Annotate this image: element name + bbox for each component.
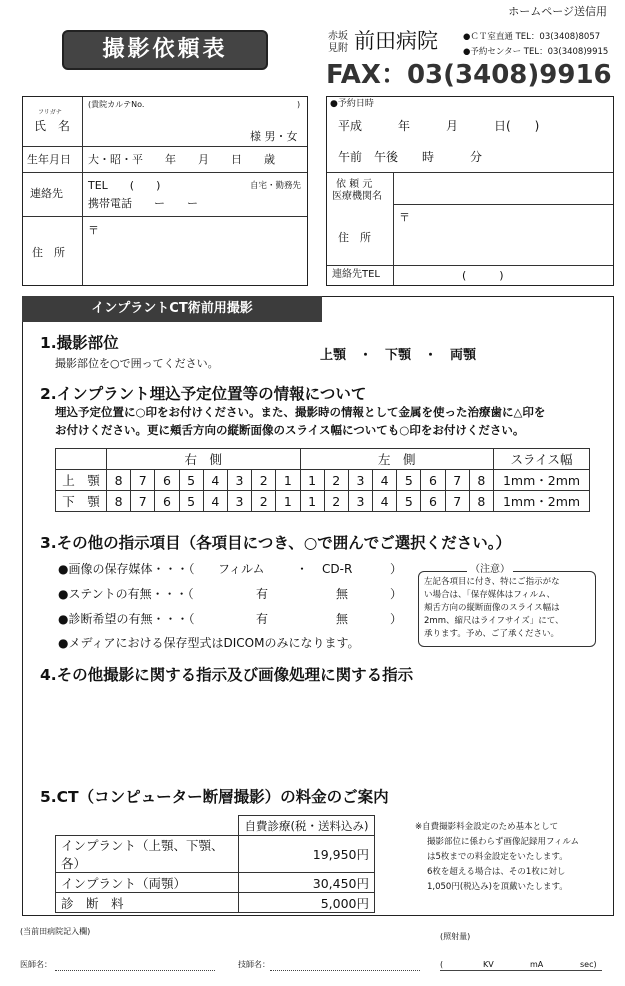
upper-jaw-row <box>56 470 590 491</box>
section-banner <box>22 296 322 322</box>
contact-tel-label: 連絡先TEL <box>332 269 380 280</box>
jaw-options[interactable]: 上顎 ・ 下顎 ・ 両顎 <box>320 348 477 363</box>
upper-tooth[interactable]: 8 <box>469 470 493 491</box>
upper-tooth[interactable]: 4 <box>373 470 397 491</box>
caution-line: 承ります。予め、ご了承ください。 <box>424 629 559 639</box>
caution-title: （注意） <box>467 565 513 575</box>
exposure-label: (照射量) <box>440 932 471 941</box>
storage-media-separator: ・ <box>296 562 309 576</box>
fee-table <box>55 815 375 913</box>
lower-tooth[interactable]: 8 <box>107 491 131 512</box>
left-side-header: 左 側 <box>300 449 494 470</box>
appointment-time[interactable]: 午前 午後 時 分 <box>338 150 483 164</box>
fax-number: FAX：03(3408)9916 <box>326 60 612 90</box>
s4-title: 4.その他撮影に関する指示及び画像処理に関する指示 <box>40 666 414 684</box>
caution-note-box <box>418 564 596 647</box>
form-title-box <box>62 30 268 70</box>
lower-tooth[interactable]: 3 <box>227 491 251 512</box>
name-label: 氏 名 <box>34 119 71 133</box>
upper-jaw-label: 上 顎 <box>56 470 107 491</box>
upper-tooth[interactable]: 6 <box>155 470 179 491</box>
diagnosis-no[interactable]: 無 <box>336 612 349 626</box>
fee-note-line: 1,050円(税込み)を頂戴いたします。 <box>427 882 568 892</box>
upper-tooth[interactable]: 2 <box>252 470 276 491</box>
lower-tooth[interactable]: 5 <box>397 491 421 512</box>
upper-tooth[interactable]: 1 <box>276 470 300 491</box>
reservation-center-line: ●予約センター TEL：03(3408)9915 <box>463 47 609 57</box>
fee-row <box>56 873 375 893</box>
form-title: 撮影依頼表 <box>102 37 228 62</box>
upper-tooth[interactable]: 5 <box>397 470 421 491</box>
patient-address-field[interactable] <box>100 222 300 280</box>
upper-tooth[interactable]: 3 <box>227 470 251 491</box>
appointment-header: ●予約日時 <box>330 99 374 109</box>
clinic-address-field[interactable] <box>412 210 607 260</box>
honorific-gender[interactable]: 様 男・女 <box>250 130 298 143</box>
tel-type-options[interactable]: 自宅・勤務先 <box>250 181 302 191</box>
lower-jaw-label: 下 顎 <box>56 491 107 512</box>
karte-number-field[interactable] <box>88 114 288 128</box>
postal-mark: 〒 <box>88 224 99 237</box>
lower-tooth[interactable]: 2 <box>324 491 348 512</box>
karte-number-close: ) <box>297 100 301 109</box>
lower-tooth[interactable]: 4 <box>373 491 397 512</box>
diagnosis-label: ●診断希望の有無・・・（ <box>58 612 195 626</box>
diagnosis-close: ） <box>390 612 403 626</box>
s2-title: 2.インプラント埋込予定位置等の情報について <box>40 385 367 403</box>
contact-tel-field[interactable]: ( ) <box>462 269 504 282</box>
caution-line: い場合は、「保存媒体はフィルム、 <box>424 590 555 600</box>
fee-price: 30,450円 <box>239 873 375 893</box>
sec-unit: sec) <box>580 960 597 969</box>
diagnosis-yes[interactable]: 有 <box>256 612 269 626</box>
fee-note-line: 6枚を超える場合は、その1枚に対し <box>427 867 566 877</box>
lower-tooth[interactable]: 5 <box>179 491 203 512</box>
upper-tooth[interactable]: 5 <box>179 470 203 491</box>
stent-label: ●ステントの有無・・・（ <box>58 587 194 601</box>
caution-line: 2mm、縮尺はライフサイズ」にて、 <box>424 616 564 626</box>
storage-media-film[interactable]: フィルム <box>218 562 265 576</box>
lower-tooth[interactable]: 4 <box>203 491 227 512</box>
caution-line: 左記各項目に付き、特にご指示がな <box>424 577 560 587</box>
fee-price: 5,000円 <box>239 893 375 913</box>
mobile-field[interactable]: 携帯電話 ー ー <box>88 197 198 210</box>
dob-label: 生年月日 <box>27 153 71 166</box>
right-side-header: 右 側 <box>107 449 301 470</box>
lower-tooth[interactable]: 7 <box>131 491 155 512</box>
clinic-label-1: 依 頼 元 <box>336 179 373 190</box>
kv-unit: KV <box>483 960 494 969</box>
fee-label: 診 断 料 <box>56 893 239 913</box>
lower-tooth[interactable]: 2 <box>252 491 276 512</box>
lower-tooth[interactable]: 8 <box>469 491 493 512</box>
fee-row <box>56 836 375 873</box>
upper-tooth[interactable]: 1 <box>300 470 324 491</box>
storage-media-cdr[interactable]: CD-R <box>322 562 353 576</box>
s1-desc: 撮影部位を○で囲ってください。 <box>55 357 219 370</box>
lower-tooth[interactable]: 1 <box>300 491 324 512</box>
fee-header: 自費診療(税・送料込み) <box>239 816 375 836</box>
ct-direct-line: ●ＣＴ室直通 TEL：03(3408)8057 <box>463 32 601 42</box>
fee-label: インプラント（両顎） <box>56 873 239 893</box>
s2-desc-line2: お付けください。更に頬舌方向の縦断面像のスライス幅についても○印をお付けください。 <box>55 423 525 437</box>
ma-unit: mA <box>530 960 544 969</box>
hospital-name: 前田病院 <box>354 29 438 53</box>
technician-label: 技師名： <box>238 960 270 969</box>
fee-label: インプラント（上顎、下顎、各） <box>56 836 239 873</box>
clinic-label-2: 医療機関名 <box>332 191 382 202</box>
upper-tooth[interactable]: 7 <box>131 470 155 491</box>
lower-tooth[interactable]: 7 <box>445 491 469 512</box>
s1-title: 1.撮影部位 <box>40 334 119 352</box>
other-instructions-field[interactable] <box>55 690 595 775</box>
storage-media-close: ） <box>390 562 403 576</box>
s5-title: 5.CT（コンピューター断層撮影）の料金のご案内 <box>40 788 389 806</box>
upper-tooth[interactable]: 6 <box>421 470 445 491</box>
doctor-label: 医師名： <box>20 960 52 969</box>
upper-tooth[interactable]: 4 <box>203 470 227 491</box>
fee-note-line: 撮影部位に係わらず画像記録用フィルム <box>427 837 579 847</box>
fee-row <box>56 893 375 913</box>
clinic-postal-mark: 〒 <box>399 211 410 224</box>
upper-tooth[interactable]: 7 <box>445 470 469 491</box>
address-label: 住 所 <box>32 246 65 259</box>
s2-desc-line1: 埋込予定位置に○印をお付けください。また、撮影時の情報として金属を使った治療歯に△印を <box>55 405 546 419</box>
contact-label: 連絡先 <box>30 187 63 200</box>
hospital-area-top: 赤坂 <box>328 31 348 42</box>
office-use-label: (当前田病院記入欄) <box>20 927 91 936</box>
lower-tooth[interactable]: 6 <box>155 491 179 512</box>
fee-note-line: は5枚までの料金設定をいたします。 <box>427 852 568 862</box>
lower-slice-options[interactable]: 1mm・2mm <box>494 491 590 512</box>
appointment-date[interactable]: 平成 年 月 日( ) <box>338 119 540 133</box>
caution-line: 頬舌方向の縦断面像のスライス幅は <box>424 603 560 613</box>
lower-tooth[interactable]: 3 <box>348 491 372 512</box>
tel-field[interactable]: TEL ( ) <box>88 179 161 192</box>
lower-jaw-row <box>56 491 590 512</box>
homepage-submission-note: ホームページ送信用 <box>508 5 607 18</box>
furigana-label: フリガナ <box>38 109 62 116</box>
section-banner-text: インプラントCT術前用撮影 <box>91 301 253 316</box>
s3-title: 3.その他の指示項目（各項目につき、○で囲んでご選択ください。） <box>40 534 512 552</box>
stent-yes[interactable]: 有 <box>256 587 269 601</box>
upper-slice-options[interactable]: 1mm・2mm <box>494 470 590 491</box>
clinic-address-label: 住 所 <box>338 231 371 244</box>
stent-no[interactable]: 無 <box>336 587 349 601</box>
lower-tooth[interactable]: 1 <box>276 491 300 512</box>
stent-close: ） <box>390 587 403 601</box>
upper-tooth[interactable]: 8 <box>107 470 131 491</box>
lower-tooth[interactable]: 6 <box>421 491 445 512</box>
slice-width-header: スライス幅 <box>494 449 590 470</box>
storage-media-label: ●画像の保存媒体・・・（ <box>58 562 195 576</box>
upper-tooth[interactable]: 3 <box>348 470 372 491</box>
hospital-area-bottom: 見附 <box>328 43 348 54</box>
dicom-note: ●メディアにおける保存型式はDICOMのみになります。 <box>58 636 360 650</box>
fee-price: 19,950円 <box>239 836 375 873</box>
fee-note-line: ※自費撮影料金設定のため基本として <box>415 822 559 832</box>
upper-tooth[interactable]: 2 <box>324 470 348 491</box>
clinic-name-field[interactable] <box>398 176 608 200</box>
exposure-open: ( <box>440 960 444 969</box>
dob-field[interactable]: 大・昭・平 年 月 日 歳 <box>88 153 275 166</box>
karte-number-label: (貴院カルテNo. <box>88 100 145 109</box>
teeth-position-table <box>55 448 590 512</box>
